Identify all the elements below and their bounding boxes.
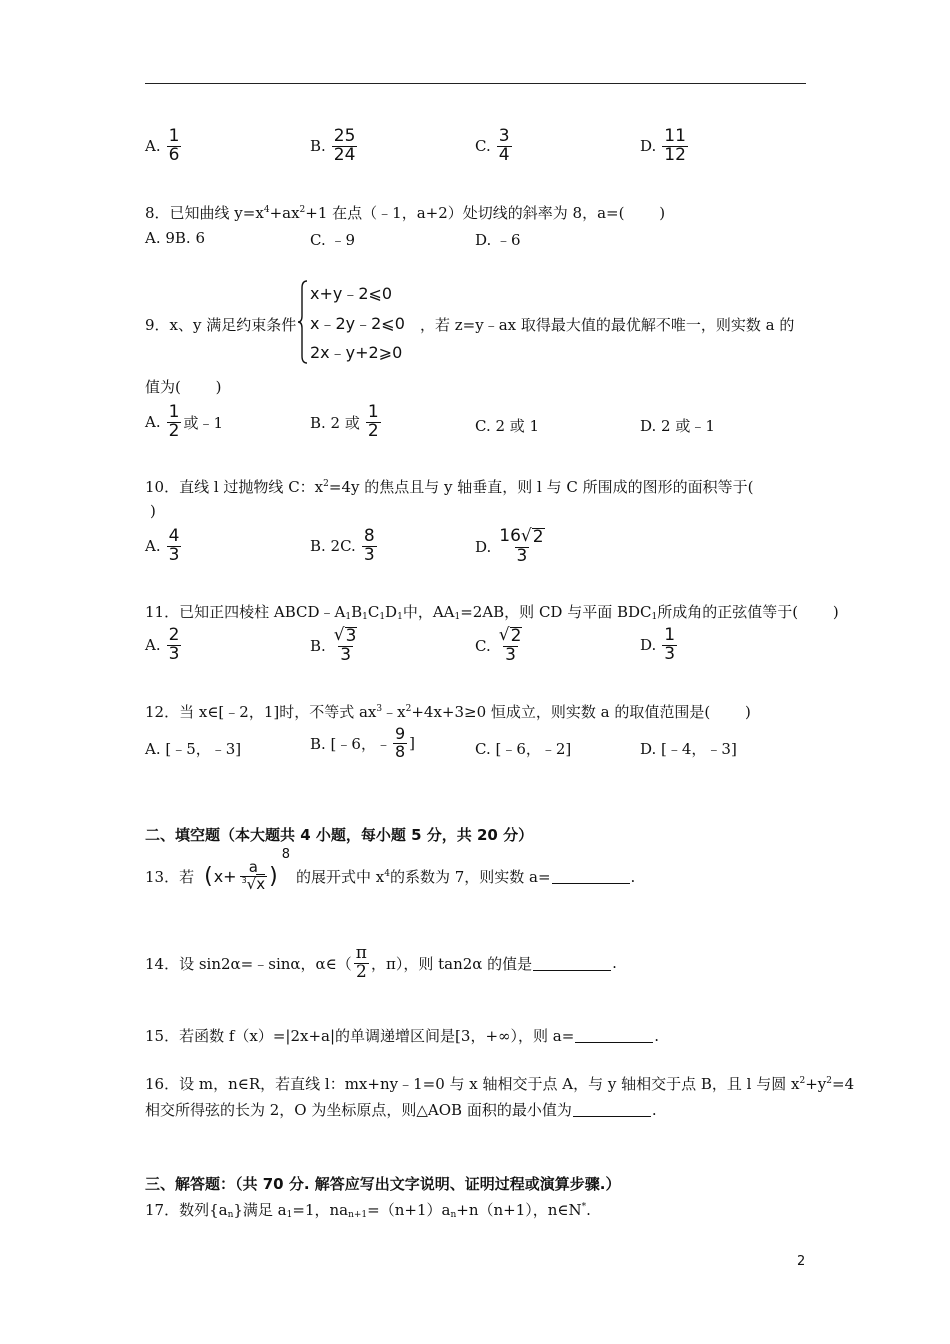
q16-answer-blank [573,1102,651,1117]
q11-option-d: D. $\frac{1}{3}$ [640,625,676,664]
q9-constraint-system [298,280,405,364]
q9-stem-line2: 值为( ) [145,378,222,396]
q12-option-c: C. [﹣6，﹣2] [475,740,572,758]
section-3-heading: 三、解答题：（共 70 分. 解答应写出文字说明、证明过程或演算步骤.） [145,1175,621,1193]
header-rule [145,83,806,84]
q12-option-b: B. [﹣6，﹣ $\frac{9}{8}$ ] [310,724,416,761]
q11-stem: 11．已知正四棱柱 $ABCD﹣A_1B_1C_1D_1$中，$AA_1=2AB$，则 CD 与平面 $BDC_1$所成角的正弦值等于( ) [145,603,839,622]
constraint-1: x+y﹣2⩽0 [310,284,393,303]
q9-option-d: D. 2 或﹣1 [640,417,715,435]
q9-option-b: B. 2 或 $\frac{1}{2}$ [310,402,379,441]
q10-stem-line2: ) [150,502,156,520]
q8-option-ab: A. 9B. 6 [145,229,206,247]
q8-stem: 8．已知曲线 $y=x^4+ax^2+1$ 在点（﹣1，a+2）处切线的斜率为 8，a=( ) [145,204,666,222]
q7-option-b: B. $\frac{25}{24}$ [310,126,356,165]
constraint-2: x﹣2y﹣2⩽0 [310,314,405,333]
q7-option-a: A. $\frac{1}{6}$ [145,126,180,165]
q7-option-d: D. $\frac{11}{12}$ [640,126,686,165]
q11-option-b: B. √ 3 3 [310,625,357,665]
constraint-3: 2x﹣y+2⩾0 [310,343,403,362]
q13-answer-blank [552,869,630,884]
q7-option-c: C. $\frac{3}{4}$ [475,126,510,165]
q13-stem: 13．若 ( x+ $\frac{a}{^3√x}$ ) 8 的展开式中 $x^4$的系数为 7，则实数 a= . [145,846,636,893]
q12-stem: 12．当 x∈[﹣2，1]时，不等式 $ax^3﹣x^2+4x+3\ge 0$ 恒成立，则实数 a 的取值范围是( ) [145,703,751,721]
q10-stem: 10．直线 l 过抛物线 C：$x^2=4y$ 的焦点且与 y 轴垂直，则 l 与 C 所围成的图形的面积等于( [145,478,754,496]
q12-option-d: D. [﹣4，﹣3] [640,740,737,758]
q12-option-a: A. [﹣5，﹣3] [145,740,242,758]
q9-stem-prefix: 9．x、y 满足约束条件 [145,316,297,334]
q10-option-d: D. 16 √ 2 3 [475,526,544,566]
q8-option-c: C. ﹣9 [310,231,356,249]
q9-option-a: A. $\frac{1}{2}$ 或﹣1 [145,402,223,441]
q8-option-d: D. ﹣6 [475,231,521,249]
q11-option-c: C. √ 2 3 [475,625,522,665]
section-2-heading: 二、填空题（本大题共 4 小题，每小题 5 分，共 20 分） [145,826,534,844]
q16-stem-line2: 相交所得弦的长为 2，O 为坐标原点，则△AOB 面积的最小值为 . [145,1101,657,1119]
q16-stem-line1: 16．设 m，n∈R，若直线 l：mx+ny﹣1=0 与 x 轴相交于点 A，与 y 轴相交于点 B，且 l 与圆 $x^2+y^2=4$ [145,1075,855,1093]
left-brace-icon [298,280,308,364]
binomial-expression: ( x+ $\frac{a}{^3√x}$ ) 8 [204,846,290,893]
q9-stem-suffix: ，若 z=y﹣ax 取得最大值的最优解不唯一，则实数 a 的 [420,316,795,334]
q17-stem: 17．数列$\{a_n\}$满足 $a_1=1$，$na_{n+1}=(n+1)a_n+n(n+1)$，n∈N*. [145,1201,591,1220]
q15-answer-blank [575,1028,653,1043]
q14-answer-blank [533,956,611,971]
page-number: 2 [797,1254,806,1269]
q9-option-c: C. 2 或 1 [475,417,540,435]
q15-stem: 15．若函数 f（x）=|2x+a|的单调递增区间是[3，+∞），则 a= . [145,1027,660,1045]
q10-option-a: A. $\frac{4}{3}$ [145,526,180,565]
q10-option-bc: B. 2C. $\frac{8}{3}$ [310,526,375,565]
q11-option-a: A. $\frac{2}{3}$ [145,625,180,664]
q14-stem: 14．设 sin2α=﹣sinα，α∈（ $\frac{\pi}{2}$ ，π），则 tan2α 的值是 . [145,943,617,982]
